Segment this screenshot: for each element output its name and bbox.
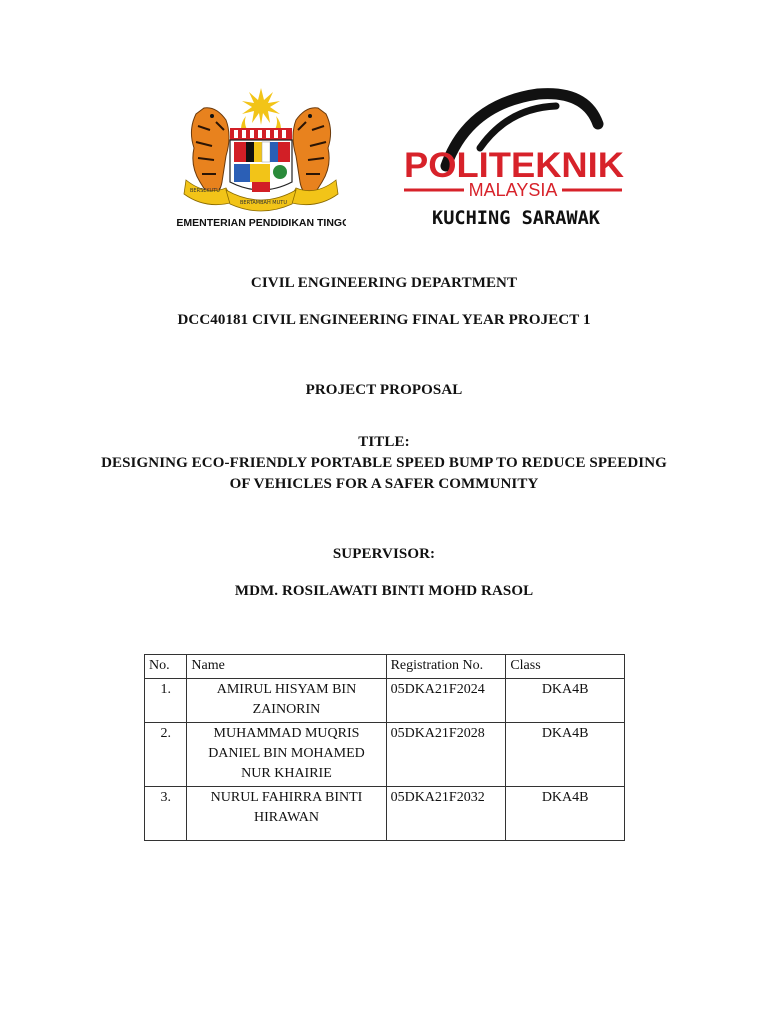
table-row	[145, 679, 625, 723]
name-line: ZAINORIN	[252, 702, 321, 717]
header-class: Class	[506, 655, 625, 679]
table-header-row	[145, 655, 625, 679]
header-registration: Registration No.	[386, 655, 506, 679]
cell-class: DKA4B	[506, 679, 625, 723]
svg-text:BERSEKUTU: BERSEKUTU	[190, 188, 220, 194]
cell-name	[187, 787, 386, 841]
cell-no: 3.	[145, 787, 187, 841]
name-line: DANIEL BIN MOHAMED	[208, 746, 365, 761]
name-line: AMIRUL HISYAM BIN	[216, 682, 357, 697]
polytechnic-country: MALAYSIA	[468, 180, 558, 200]
polytechnic-campus: KUCHING SARAWAK	[432, 207, 601, 229]
polytechnic-arc-icon	[398, 84, 628, 232]
course-heading: DCC40181 CIVIL ENGINEERING FINAL YEAR PROJECT 1	[177, 312, 591, 328]
cell-no: 1.	[145, 679, 187, 723]
cell-class: DKA4B	[506, 787, 625, 841]
cell-name	[187, 679, 386, 723]
svg-text:BERTAMBAH MUTU: BERTAMBAH MUTU	[240, 200, 287, 206]
students-table	[144, 654, 625, 841]
table-row	[145, 723, 625, 787]
name-line: HIRAWAN	[253, 810, 319, 825]
cell-registration: 05DKA21F2032	[386, 787, 506, 841]
polytechnic-logo	[398, 84, 628, 232]
polytechnic-name: POLITEKNIK	[404, 146, 624, 185]
ministry-logo	[176, 86, 346, 232]
name-line: MUHAMMAD MUQRIS	[213, 726, 360, 741]
supervisor-label: SUPERVISOR:	[332, 546, 436, 562]
cell-registration: 05DKA21F2028	[386, 723, 506, 787]
malaysia-coat-of-arms-icon	[176, 86, 346, 232]
supervisor-name: MDM. ROSILAWATI BINTI MOHD RASOL	[234, 583, 534, 599]
cell-no: 2.	[145, 723, 187, 787]
name-line: NUR KHAIRIE	[241, 766, 332, 781]
title-label: TITLE:	[358, 434, 410, 450]
cell-name	[187, 723, 386, 787]
name-line: NURUL FAHIRRA BINTI	[210, 790, 363, 805]
doc-type-heading: PROJECT PROPOSAL	[305, 382, 463, 398]
title-line-1: DESIGNING ECO-FRIENDLY PORTABLE SPEED BUMP TO REDUCE SPEEDING	[101, 455, 667, 471]
title-line-2: OF VEHICLES FOR A SAFER COMMUNITY	[229, 476, 539, 492]
department-heading: CIVIL ENGINEERING DEPARTMENT	[250, 275, 518, 291]
header-name: Name	[187, 655, 386, 679]
cell-registration: 05DKA21F2024	[386, 679, 506, 723]
table-row	[145, 787, 625, 841]
header-no: No.	[145, 655, 187, 679]
cell-class: DKA4B	[506, 723, 625, 787]
ministry-caption: KEMENTERIAN PENDIDIKAN TINGGI	[176, 217, 346, 229]
